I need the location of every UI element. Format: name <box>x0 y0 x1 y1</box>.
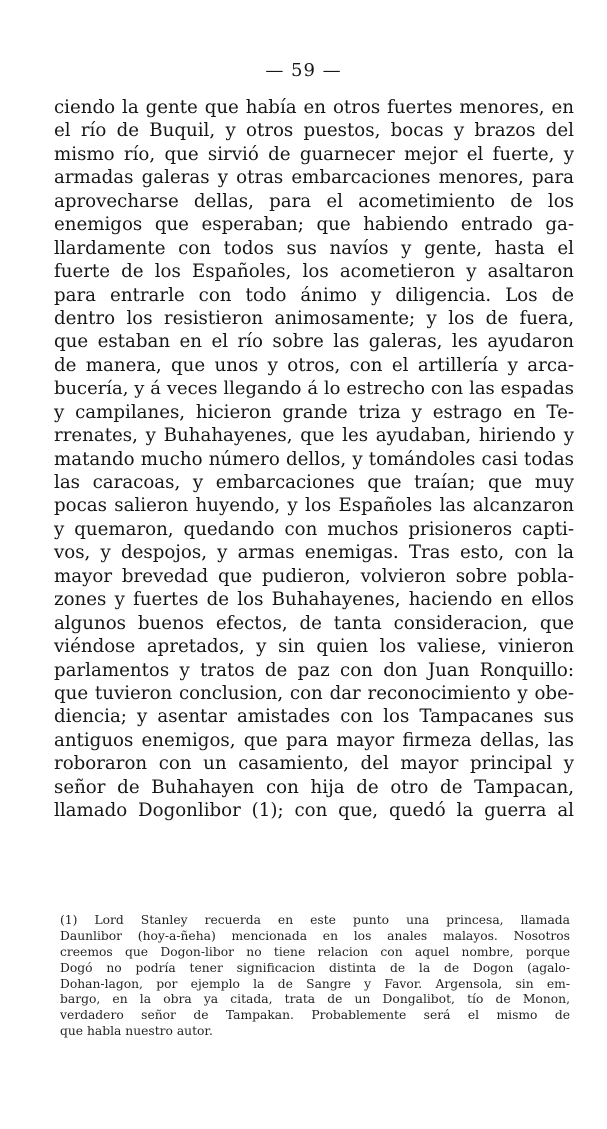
footnote-line: Dohan-lagon, por ejemplo la de Sangre y Favor. Argensola, sin em- <box>60 976 570 991</box>
text-line: enemigos que esperaban; que habiendo entrado ga- <box>54 214 574 236</box>
text-line: rrenates, y Buhahayenes, que les ayudaban, hiriendo y <box>54 425 574 447</box>
text-line: ciendo la gente que había en otros fuertes menores, en <box>54 97 574 118</box>
footnote-line: creemos que Dogon-libor no tiene relacion con aquel nombre, porque <box>60 944 570 959</box>
text-line: matando mucho número dellos, y tomándoles casi todas <box>54 448 574 470</box>
text-line: bucería, y á veces llegando á lo estrecho con las espadas <box>54 378 574 400</box>
text-line: que estaban en el río sobre las galeras, les ayudaron <box>54 331 574 353</box>
text-line: llamado Dogonlibor (1); con que, quedó la guerra al <box>54 800 574 822</box>
text-line: dentro los resistieron animosamente; y los de fuera, <box>54 307 574 329</box>
text-line: armadas galeras y otras embarcaciones menores, para <box>54 167 574 189</box>
text-line: que tuvieron conclusion, con dar reconocimiento y obe- <box>54 682 574 704</box>
text-line: y quemaron, quedando con muchos prisioneros capti- <box>54 518 574 540</box>
text-line: llardamente con todos sus navíos y gente, hasta el <box>54 237 574 259</box>
text-line: las caracoas, y embarcaciones que traían; que muy <box>54 472 574 493</box>
text-line: fuerte de los Españoles, los acometieron y asaltaron <box>54 261 574 283</box>
text-line: zones y fuertes de los Buhahayenes, haciendo en ellos <box>54 589 574 611</box>
text-line: vos, y despojos, y armas enemigas. Tras esto, con la <box>54 542 574 564</box>
footnote-line: Dogó no podría tener significacion distinta de la de Dogon (agalo- <box>60 960 570 975</box>
text-line: mayor brevedad que pudieron, volvieron sobre pobla- <box>54 565 574 587</box>
text-line: roboraron con un casamiento, del mayor principal y <box>54 753 574 775</box>
text-line: algunos buenos efectos, de tanta consideracion, que <box>54 612 574 634</box>
text-line: mismo río, que sirvió de guarnecer mejor el fuerte, y <box>54 143 574 165</box>
page-number: — 59 — <box>265 60 342 81</box>
text-line: pocas salieron huyendo, y los Españoles las alcanzaron <box>54 495 574 517</box>
text-line: viéndose apretados, y sin quien los valiese, vinieron <box>54 636 574 658</box>
text-line: diencia; y asentar amistades con los Tampacanes sus <box>54 706 574 728</box>
text-line: para entrarle con todo ánimo y diligencia. Los de <box>54 284 574 306</box>
text-line: de manera, que unos y otros, con el artillería y arca- <box>54 354 574 376</box>
text-line: el río de Buquil, y otros puestos, bocas y brazos del <box>54 120 574 142</box>
footnote-line: verdadero señor de Tampakan. Probablemente será el mismo de <box>60 1008 570 1023</box>
footnote-line: bargo, en la obra ya citada, trata de un Dongalibot, tío de Monon, <box>60 992 570 1007</box>
text-line: antiguos enemigos, que para mayor firmeza dellas, las <box>54 729 574 751</box>
text-line: parlamentos y tratos de paz con don Juan Ronquillo: <box>54 659 574 681</box>
text-line: señor de Buhahayen con hija de otro de Tampacan, <box>54 776 574 798</box>
footnote <box>60 913 570 1040</box>
footnote-line: Daunlibor (hoy-a-ñeha) mencionada en los anales malayos. Nosotros <box>60 928 570 943</box>
body-text <box>54 96 574 823</box>
footnote-line: (1) Lord Stanley recuerda en este punto una princesa, llamada <box>60 913 570 927</box>
footnote-line: que habla nuestro autor. <box>60 1024 213 1039</box>
text-line: aprovecharse dellas, para el acometimiento de los <box>54 190 574 212</box>
text-line: y campilanes, hicieron grande triza y estrago en Te- <box>54 401 574 423</box>
